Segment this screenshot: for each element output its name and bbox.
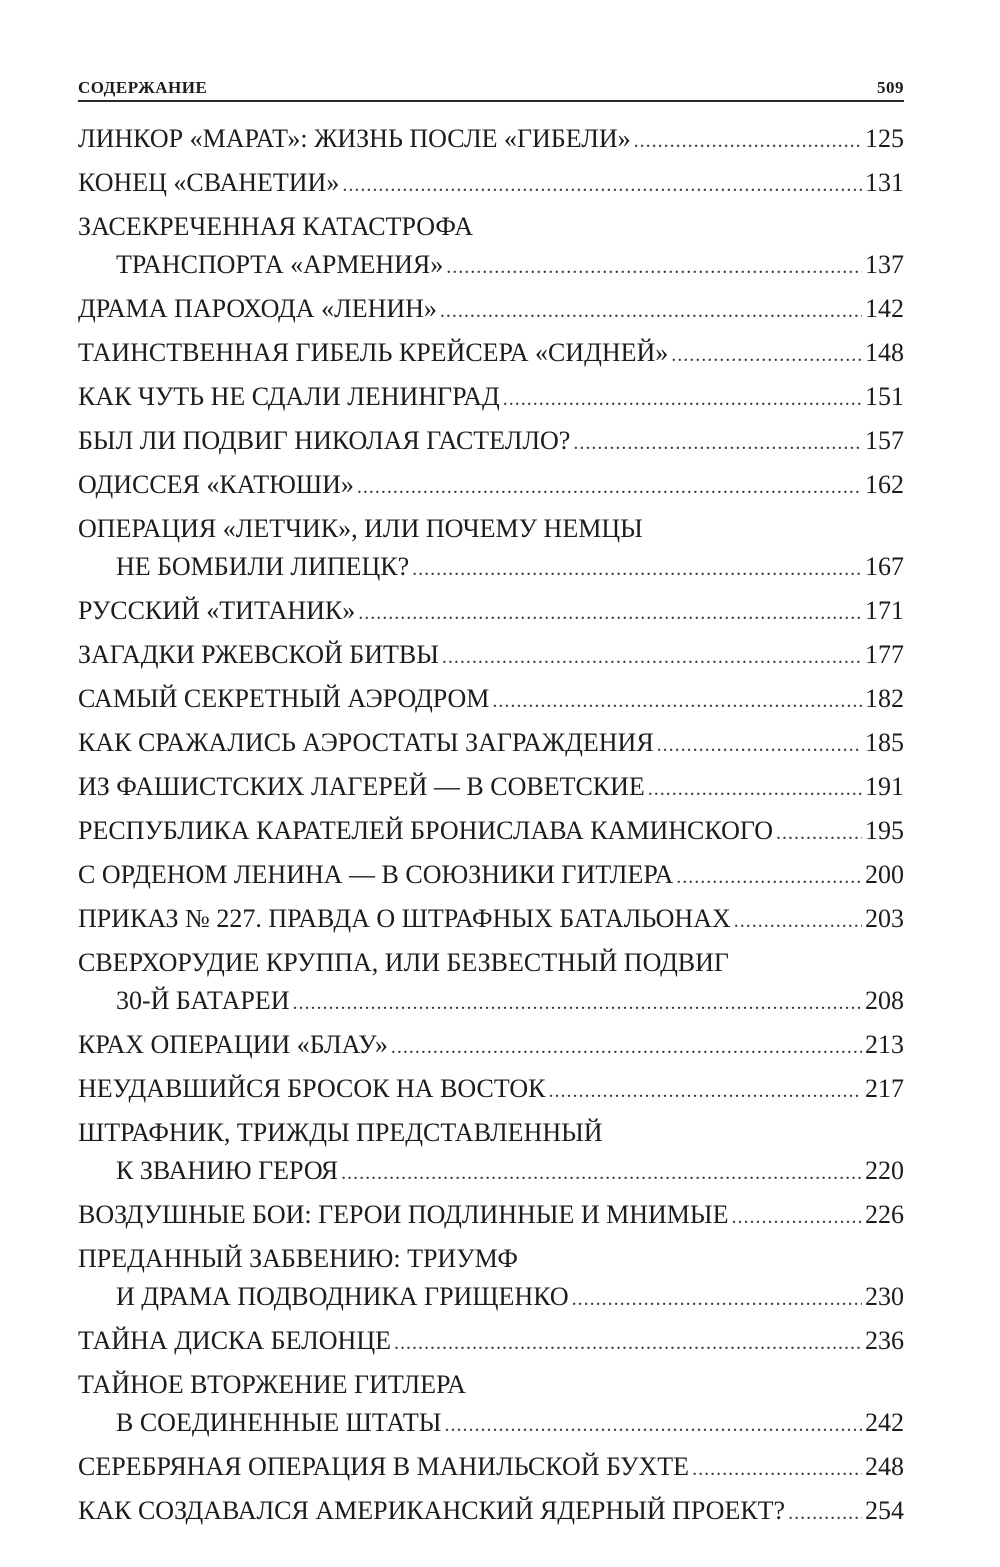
dot-leader <box>358 594 862 632</box>
toc-entry-line <box>78 1196 904 1236</box>
toc-entry-title: КАК ЧУТЬ НЕ СДАЛИ ЛЕНИНГРАД <box>78 382 500 411</box>
dot-leader <box>341 1154 862 1192</box>
toc-entry-page-number: 125 <box>865 124 904 153</box>
toc-entry-title: СЕРЕБРЯНАЯ ОПЕРАЦИЯ В МАНИЛЬСКОЙ БУХТЕ <box>78 1452 690 1481</box>
toc-entry-title: СВЕРХОРУДИЕ КРУППА, ИЛИ БЕЗВЕСТНЫЙ ПОДВИГ <box>78 948 729 977</box>
toc-entry-page-number: 182 <box>865 684 904 713</box>
toc-entry-line <box>78 1278 904 1318</box>
toc-entry-line <box>78 1026 904 1066</box>
toc-entry-page-number: 167 <box>865 552 904 581</box>
toc-entry-page-number: 200 <box>865 860 904 889</box>
toc-entry-line <box>78 510 904 548</box>
toc-entry <box>78 1366 904 1444</box>
dot-leader <box>412 550 862 588</box>
toc-entry <box>78 1026 904 1066</box>
toc-entry-page-number: 220 <box>865 1156 904 1185</box>
dot-leader <box>648 770 862 808</box>
table-of-contents <box>78 120 904 1532</box>
toc-entry <box>78 1322 904 1362</box>
toc-entry-line <box>78 1070 904 1110</box>
dot-leader <box>357 468 862 506</box>
toc-entry-line <box>78 592 904 632</box>
toc-entry-line <box>78 1448 904 1488</box>
toc-entry-title: ОПЕРАЦИЯ «ЛЕТЧИК», ИЛИ ПОЧЕМУ НЕМЦЫ <box>78 514 643 543</box>
toc-entry-title: К ЗВАНИЮ ГЕРОЯ <box>116 1156 339 1185</box>
dot-leader <box>442 638 862 676</box>
toc-entry-line <box>78 1492 904 1532</box>
toc-entry-page-number: 226 <box>865 1200 904 1229</box>
toc-entry <box>78 378 904 418</box>
toc-entry <box>78 636 904 676</box>
toc-entry-title: НЕ БОМБИЛИ ЛИПЕЦК? <box>116 552 410 581</box>
toc-entry-page-number: 230 <box>865 1282 904 1311</box>
toc-entry-line <box>78 636 904 676</box>
toc-entry-title: БЫЛ ЛИ ПОДВИГ НИКОЛАЯ ГАСТЕЛЛО? <box>78 426 571 455</box>
toc-entry-line <box>78 856 904 896</box>
toc-entry-page-number: 191 <box>865 772 904 801</box>
toc-entry-title: КАК СРАЖАЛИСЬ АЭРОСТАТЫ ЗАГРАЖДЕНИЯ <box>78 728 654 757</box>
toc-entry-page-number: 148 <box>865 338 904 367</box>
toc-entry-line <box>78 1240 904 1278</box>
toc-entry-page-number: 185 <box>865 728 904 757</box>
dot-leader <box>734 902 862 940</box>
toc-entry-title: ДРАМА ПАРОХОДА «ЛЕНИН» <box>78 294 437 323</box>
toc-entry <box>78 510 904 588</box>
toc-entry-page-number: 248 <box>865 1452 904 1481</box>
dot-leader <box>634 122 862 160</box>
toc-entry-line <box>78 680 904 720</box>
toc-entry-line <box>78 900 904 940</box>
toc-entry-line <box>78 1322 904 1362</box>
toc-entry-line <box>78 120 904 160</box>
toc-entry-title: ЗАСЕКРЕЧЕННАЯ КАТАСТРОФА <box>78 212 474 241</box>
toc-entry-title: ЛИНКОР «МАРАТ»: ЖИЗНЬ ПОСЛЕ «ГИБЕЛИ» <box>78 124 631 153</box>
toc-entry-page-number: 195 <box>865 816 904 845</box>
toc-entry-title: ПРЕДАННЫЙ ЗАБВЕНИЮ: ТРИУМФ <box>78 1244 518 1273</box>
toc-entry-page-number: 242 <box>865 1408 904 1437</box>
dot-leader <box>676 858 862 896</box>
dot-leader <box>671 336 862 374</box>
toc-entry-page-number: 142 <box>865 294 904 323</box>
toc-entry <box>78 856 904 896</box>
toc-entry-page-number: 162 <box>865 470 904 499</box>
toc-entry-line <box>78 334 904 374</box>
toc-entry <box>78 944 904 1022</box>
toc-entry <box>78 592 904 632</box>
toc-entry-page-number: 254 <box>865 1496 904 1525</box>
toc-entry-page-number: 151 <box>865 382 904 411</box>
toc-entry-line <box>78 1114 904 1152</box>
toc-entry-line <box>78 812 904 852</box>
toc-entry-line <box>78 164 904 204</box>
toc-entry-title: САМЫЙ СЕКРЕТНЫЙ АЭРОДРОМ <box>78 684 490 713</box>
toc-entry-line <box>78 208 904 246</box>
toc-entry-title: РЕСПУБЛИКА КАРАТЕЛЕЙ БРОНИСЛАВА КАМИНСКОГО <box>78 816 774 845</box>
toc-entry <box>78 164 904 204</box>
toc-entry <box>78 1448 904 1488</box>
toc-entry <box>78 812 904 852</box>
dot-leader <box>503 380 862 418</box>
running-head-page-number: 509 <box>877 78 904 97</box>
toc-entry-title: ТАИНСТВЕННАЯ ГИБЕЛЬ КРЕЙСЕРА «СИДНЕЙ» <box>78 338 669 367</box>
toc-entry-line <box>78 944 904 982</box>
dot-leader <box>391 1028 862 1066</box>
toc-entry-line <box>78 1366 904 1404</box>
toc-entry-line <box>78 1404 904 1444</box>
dot-leader <box>444 1406 862 1444</box>
toc-entry-line <box>78 246 904 286</box>
toc-entry <box>78 1114 904 1192</box>
toc-entry-page-number: 131 <box>865 168 904 197</box>
toc-entry-title: ТАЙНОЕ ВТОРЖЕНИЕ ГИТЛЕРА <box>78 1370 466 1399</box>
running-head-title: СОДЕРЖАНИЕ <box>78 78 208 97</box>
toc-entry-line <box>78 378 904 418</box>
toc-entry-title: 30-Й БАТАРЕИ <box>116 986 290 1015</box>
toc-entry-title: И ДРАМА ПОДВОДНИКА ГРИЩЕНКО <box>116 1282 569 1311</box>
dot-leader <box>573 424 862 462</box>
dot-leader <box>293 984 863 1022</box>
running-head <box>78 74 904 102</box>
toc-entry-page-number: 171 <box>865 596 904 625</box>
dot-leader <box>549 1072 862 1110</box>
toc-entry <box>78 724 904 764</box>
toc-entry-title: ОДИССЕЯ «КАТЮШИ» <box>78 470 354 499</box>
toc-entry <box>78 466 904 506</box>
dot-leader <box>731 1198 862 1236</box>
dot-leader <box>657 726 862 764</box>
toc-entry-page-number: 213 <box>865 1030 904 1059</box>
dot-leader <box>446 248 862 286</box>
toc-entry-title: ЗАГАДКИ РЖЕВСКОЙ БИТВЫ <box>78 640 439 669</box>
toc-entry-line <box>78 422 904 462</box>
toc-entry-line <box>78 1152 904 1192</box>
toc-entry <box>78 680 904 720</box>
toc-entry-page-number: 208 <box>865 986 904 1015</box>
toc-entry-page-number: 236 <box>865 1326 904 1355</box>
toc-entry-title: КРАХ ОПЕРАЦИИ «БЛАУ» <box>78 1030 388 1059</box>
toc-entry <box>78 900 904 940</box>
dot-leader <box>572 1280 862 1318</box>
toc-entry-page-number: 157 <box>865 426 904 455</box>
toc-entry-title: ИЗ ФАШИСТСКИХ ЛАГЕРЕЙ — В СОВЕТСКИЕ <box>78 772 645 801</box>
toc-entry-line <box>78 724 904 764</box>
toc-entry <box>78 208 904 286</box>
toc-entry <box>78 1240 904 1318</box>
toc-entry-page-number: 137 <box>865 250 904 279</box>
toc-entry-title: ПРИКАЗ № 227. ПРАВДА О ШТРАФНЫХ БАТАЛЬОНАХ <box>78 904 731 933</box>
toc-entry-line <box>78 548 904 588</box>
toc-entry <box>78 290 904 330</box>
toc-entry <box>78 120 904 160</box>
toc-entry-title: ТАЙНА ДИСКА БЕЛОНЦЕ <box>78 1326 391 1355</box>
toc-entry <box>78 1070 904 1110</box>
toc-entry-title: ВОЗДУШНЫЕ БОИ: ГЕРОИ ПОДЛИННЫЕ И МНИМЫЕ <box>78 1200 729 1229</box>
toc-entry-line <box>78 982 904 1022</box>
toc-entry-line <box>78 768 904 808</box>
toc-entry-title: В СОЕДИНЕННЫЕ ШТАТЫ <box>116 1408 442 1437</box>
dot-leader <box>492 682 862 720</box>
toc-entry <box>78 334 904 374</box>
dot-leader <box>692 1450 862 1488</box>
toc-entry-title: ШТРАФНИК, ТРИЖДЫ ПРЕДСТАВЛЕННЫЙ <box>78 1118 603 1147</box>
toc-entry-title: КОНЕЦ «СВАНЕТИИ» <box>78 168 340 197</box>
toc-entry-page-number: 177 <box>865 640 904 669</box>
dot-leader <box>394 1324 862 1362</box>
toc-entry <box>78 1196 904 1236</box>
toc-entry-line <box>78 290 904 330</box>
toc-entry-title: РУССКИЙ «ТИТАНИК» <box>78 596 356 625</box>
dot-leader <box>342 166 862 204</box>
toc-entry <box>78 422 904 462</box>
book-page <box>78 74 904 1536</box>
dot-leader <box>788 1494 862 1532</box>
toc-entry-title: НЕУДАВШИЙСЯ БРОСОК НА ВОСТОК <box>78 1074 546 1103</box>
toc-entry-page-number: 203 <box>865 904 904 933</box>
toc-entry-title: ТРАНСПОРТА «АРМЕНИЯ» <box>116 250 444 279</box>
toc-entry-title: С ОРДЕНОМ ЛЕНИНА — В СОЮЗНИКИ ГИТЛЕРА <box>78 860 674 889</box>
toc-entry-page-number: 217 <box>865 1074 904 1103</box>
toc-entry-title: КАК СОЗДАВАЛСЯ АМЕРИКАНСКИЙ ЯДЕРНЫЙ ПРОЕКТ? <box>78 1496 786 1525</box>
toc-entry-line <box>78 466 904 506</box>
dot-leader <box>440 292 862 330</box>
toc-entry <box>78 768 904 808</box>
dot-leader <box>776 814 862 852</box>
toc-entry <box>78 1492 904 1532</box>
